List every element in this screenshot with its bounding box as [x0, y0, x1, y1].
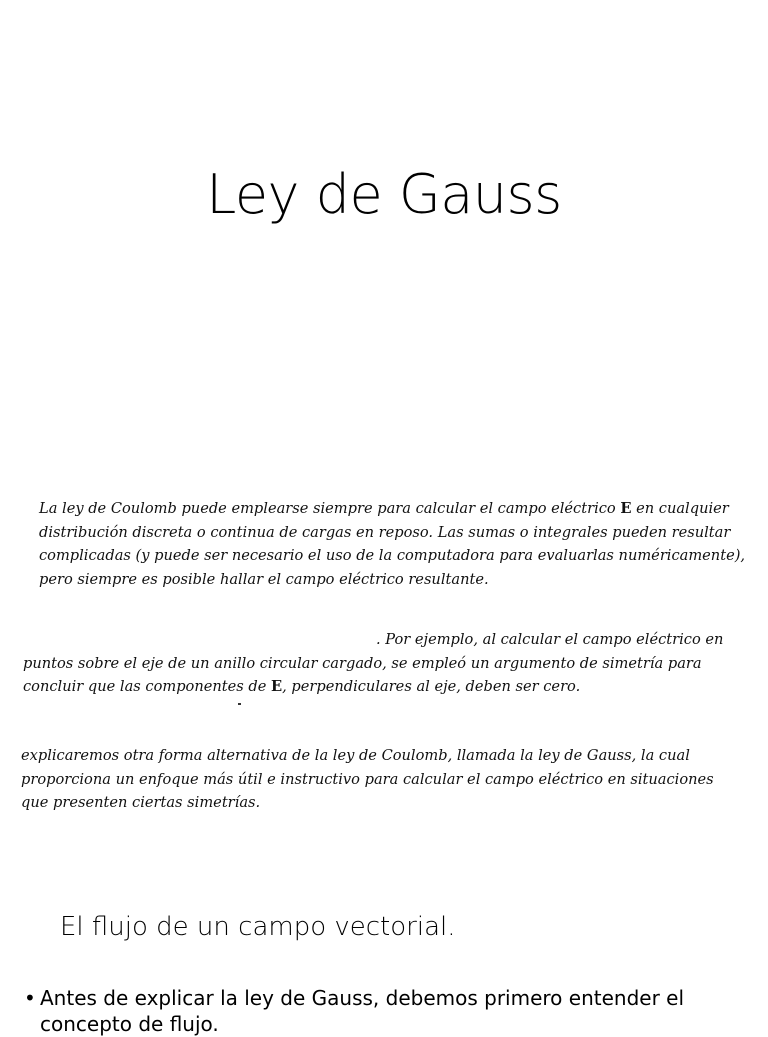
scan-line: explicaremos otra forma alternativa de la ley de Coulomb, llamada la ley de Gauss, la cual	[21, 747, 690, 764]
scan-line: complicadas (y puede ser necesario el uso de la computadora para evaluarlas numéricamente),	[39, 547, 746, 564]
scan-line: puntos sobre el eje de un anillo circular cargado, se empleó un argumento de simetría para	[23, 654, 702, 672]
scan-line: distribución discreta o continua de cargas en reposo. Las sumas o integrales pueden resultar	[39, 523, 731, 541]
bullet-text: Antes de explicar la ley de Gauss, debemos primero entender el	[40, 986, 685, 1010]
scan-text: , perpendiculares al eje, deben ser cero.	[282, 678, 581, 695]
scan-text: en cualquier	[631, 500, 729, 517]
bullet-marker: •	[24, 986, 36, 1010]
scanned-paragraph-1	[39, 497, 745, 591]
scanned-paragraph-3	[21, 744, 714, 815]
scan-bold-symbol: E	[620, 500, 632, 517]
scan-bold-symbol: E	[271, 678, 283, 695]
scan-line: . Por ejemplo, al calcular el campo eléctrico en	[376, 631, 724, 648]
bullet-item	[24, 985, 754, 1037]
slide-title: Ley de Gauss	[206, 163, 562, 226]
scan-text: concluir que las componentes de	[23, 678, 272, 695]
scan-line	[23, 675, 723, 699]
bullet-text-continued: concepto de flujo.	[40, 1012, 219, 1036]
scan-line: que presenten ciertas simetrías.	[21, 794, 261, 811]
scan-line	[39, 497, 745, 521]
section-subtitle: El flujo de un campo vectorial.	[60, 912, 456, 942]
scan-artifact	[238, 703, 241, 705]
scan-line: pero siempre es posible hallar el campo eléctrico resultante.	[39, 570, 489, 588]
scan-line: proporciona un enfoque más útil e instructivo para calcular el campo eléctrico en situaciones	[21, 770, 714, 788]
scan-text: La ley de Coulomb puede emplearse siempre para calcular el campo eléctrico	[39, 500, 621, 517]
scanned-paragraph-2	[23, 628, 723, 699]
